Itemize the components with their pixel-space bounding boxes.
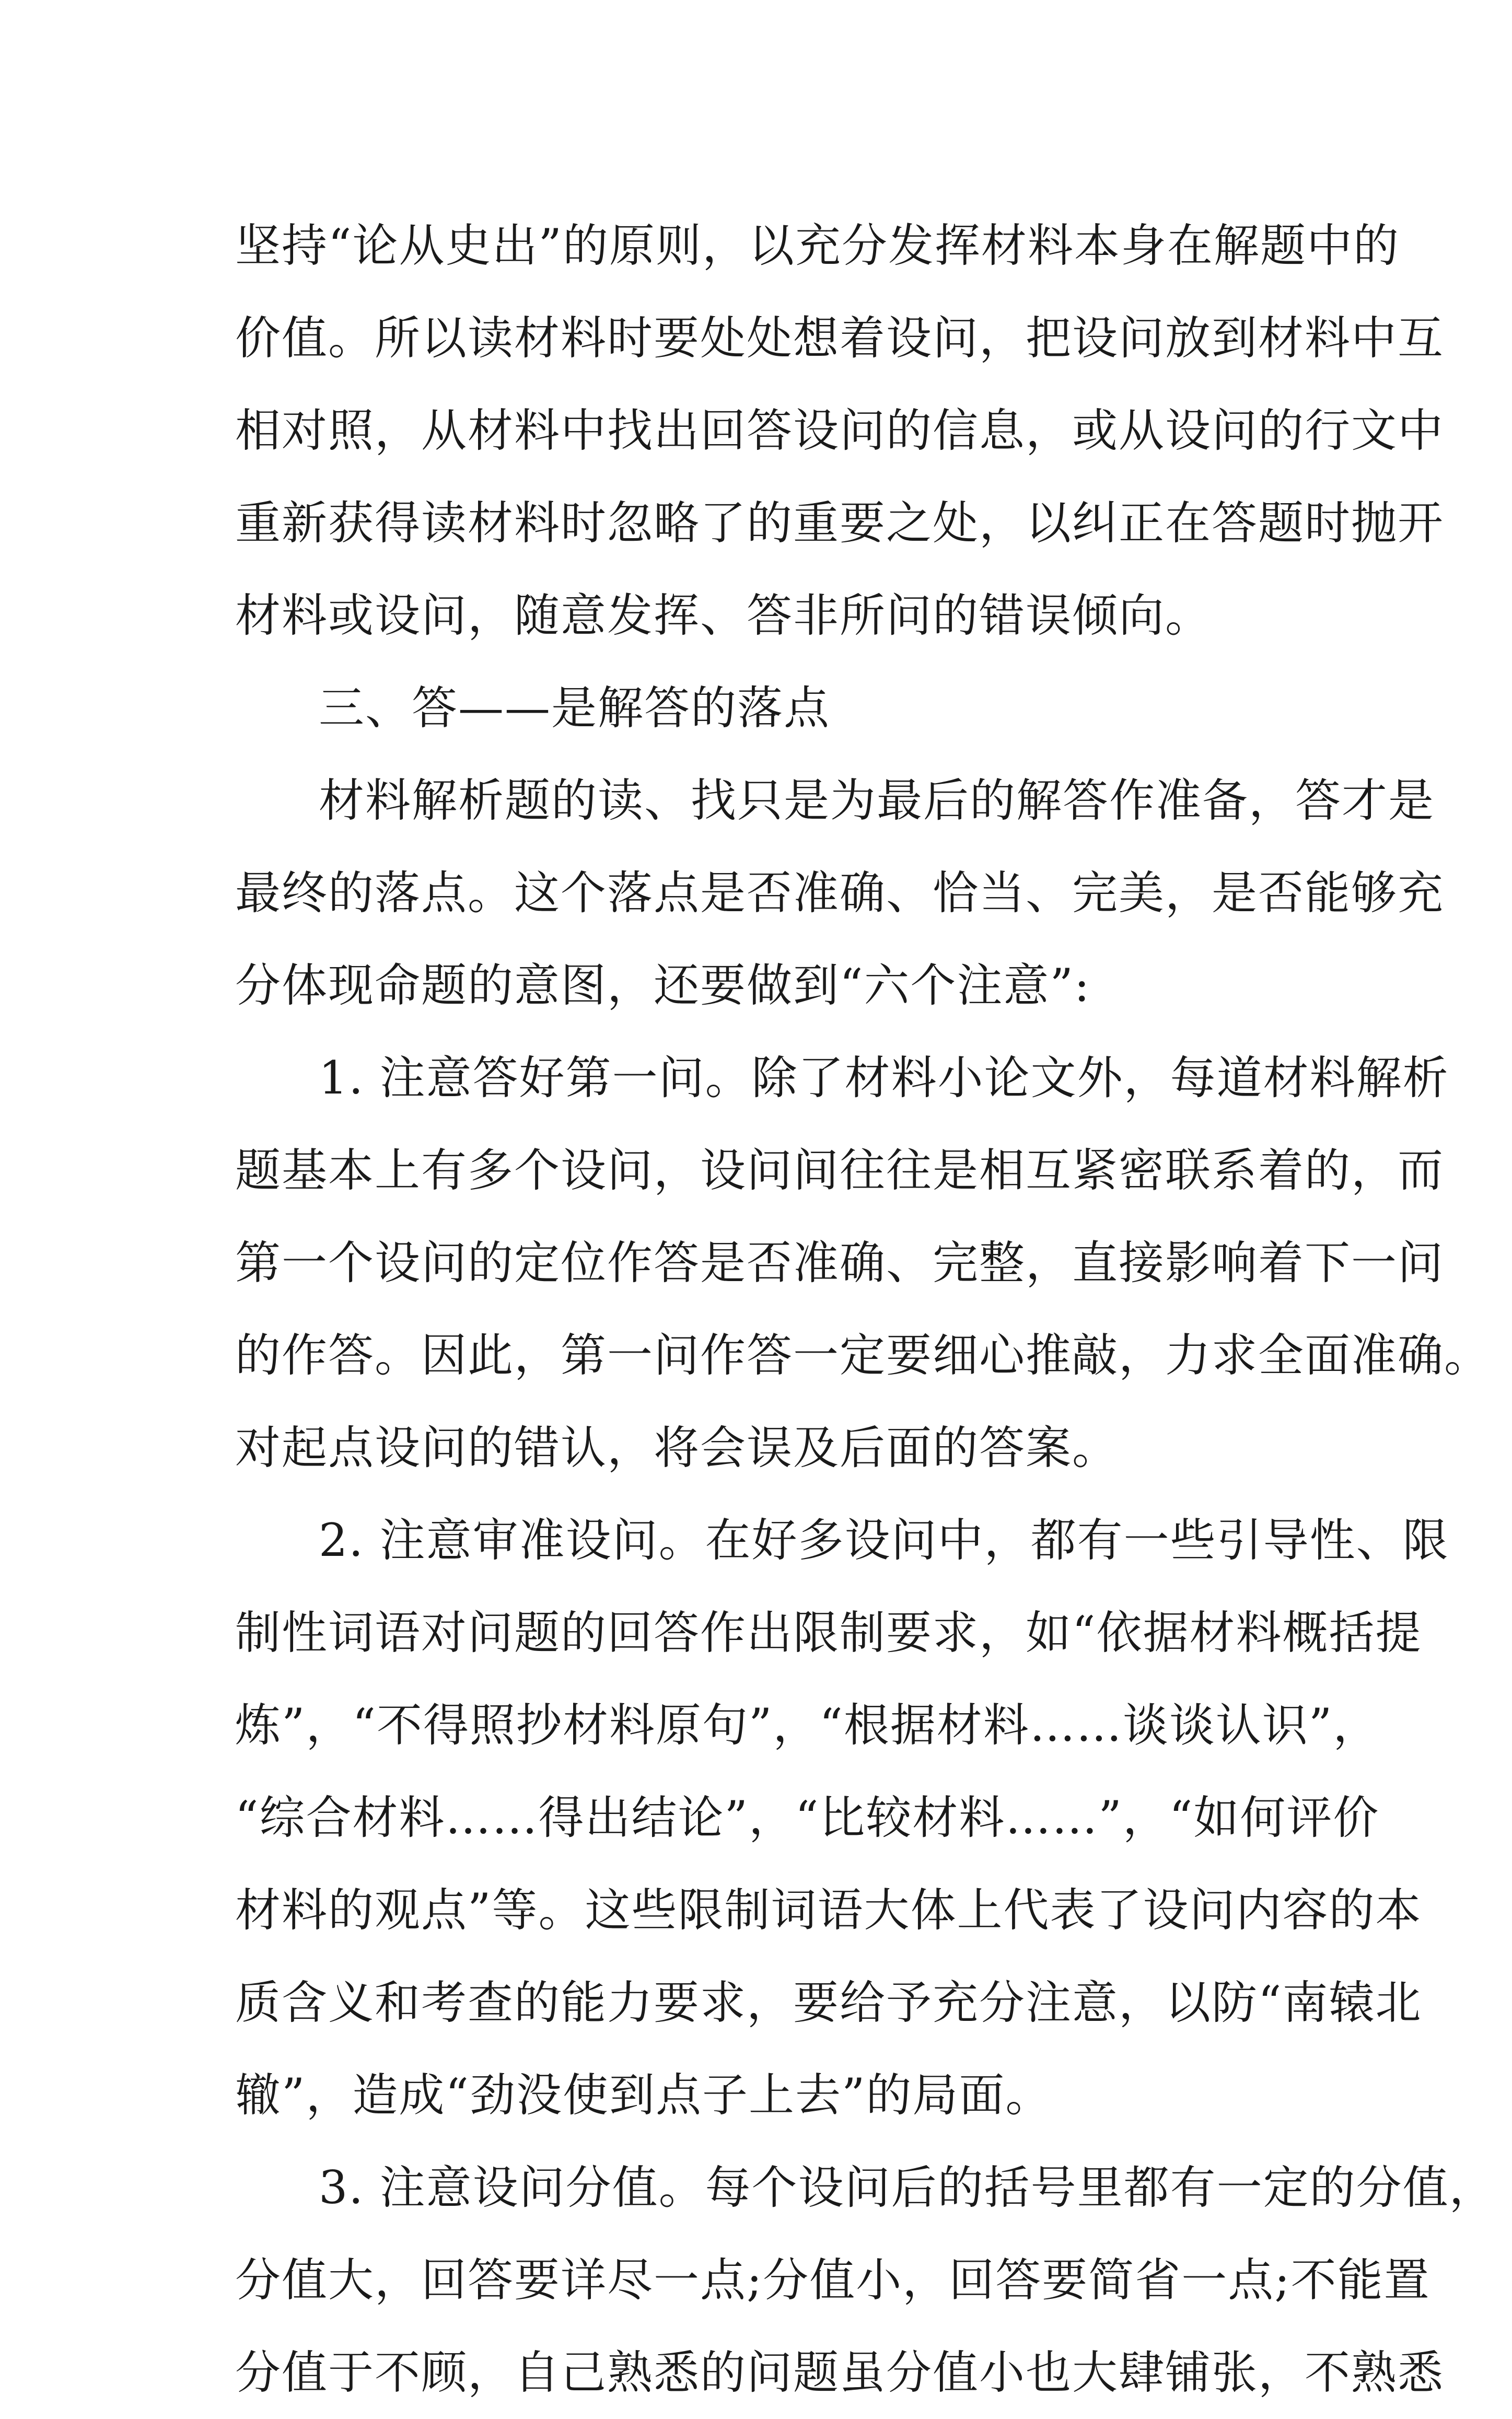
paragraph-line: 坚持“论从史出”的原则，以充分发挥材料本身在解题中的 xyxy=(235,219,1400,272)
paragraph-line: 材料或设问，随意发挥、答非所问的错误倾向。 xyxy=(235,589,1212,642)
paragraph-line: 的作答。因此，第一问作答一定要细心推敲，力求全面准确。 xyxy=(235,1329,1491,1382)
paragraph-line: 题基本上有多个设问，设问间往往是相互紧密联系着的，而 xyxy=(235,1144,1444,1197)
paragraph-line: 分体现命题的意图，还要做到“六个注意”: xyxy=(235,959,1091,1012)
paragraph-line: 重新获得读材料时忽略了的重要之处，以纠正在答题时抛开 xyxy=(235,496,1444,550)
paragraph-line: 材料的观点”等。这些限制词语大体上代表了设问内容的本 xyxy=(235,1883,1422,1937)
paragraph-line: “综合材料……得出结论”，“比较材料……”，“如何评价 xyxy=(235,1791,1380,1844)
paragraph-line: 分值大，回答要详尽一点;分值小，回答要简省一点;不能置 xyxy=(235,2253,1430,2307)
paragraph-line: 2. 注意审准设问。在好多设问中，都有一些引导性、限 xyxy=(319,1514,1449,1567)
paragraph-line: 分值于不顾，自己熟悉的问题虽分值小也大肆铺张，不熟悉 xyxy=(235,2346,1444,2399)
paragraph-line: 对起点设问的错认，将会误及后面的答案。 xyxy=(235,1421,1119,1474)
paragraph-line: 辙”，造成“劲没使到点子上去”的局面。 xyxy=(235,2068,1052,2122)
paragraph-line: 材料解析题的读、找只是为最后的解答作准备，答才是 xyxy=(319,774,1435,827)
paragraph-line: 炼”，“不得照抄材料原句”，“根据材料……谈谈认识”， xyxy=(235,1699,1380,1752)
paragraph-line: 相对照，从材料中找出回答设问的信息，或从设问的行文中 xyxy=(235,404,1444,457)
paragraph-line: 质含义和考查的能力要求，要给予充分注意，以防“南辕北 xyxy=(235,1976,1422,2029)
paragraph-line: 第一个设问的定位作答是否准确、完整，直接影响着下一问 xyxy=(235,1236,1444,1289)
paragraph-line: 3. 注意设问分值。每个设问后的括号里都有一定的分值， xyxy=(319,2161,1496,2214)
section-heading: 三、答——是解答的落点 xyxy=(319,681,830,735)
paragraph-line: 制性词语对问题的回答作出限制要求，如“依据材料概括提 xyxy=(235,1606,1422,1659)
paragraph-line: 价值。所以读材料时要处处想着设问，把设问放到材料中互 xyxy=(235,311,1444,365)
article-body xyxy=(235,200,1496,2419)
paragraph-line: 最终的落点。这个落点是否准确、恰当、完美，是否能够充 xyxy=(235,866,1444,920)
paragraph-line: 1. 注意答好第一问。除了材料小论文外，每道材料解析 xyxy=(319,1051,1449,1104)
